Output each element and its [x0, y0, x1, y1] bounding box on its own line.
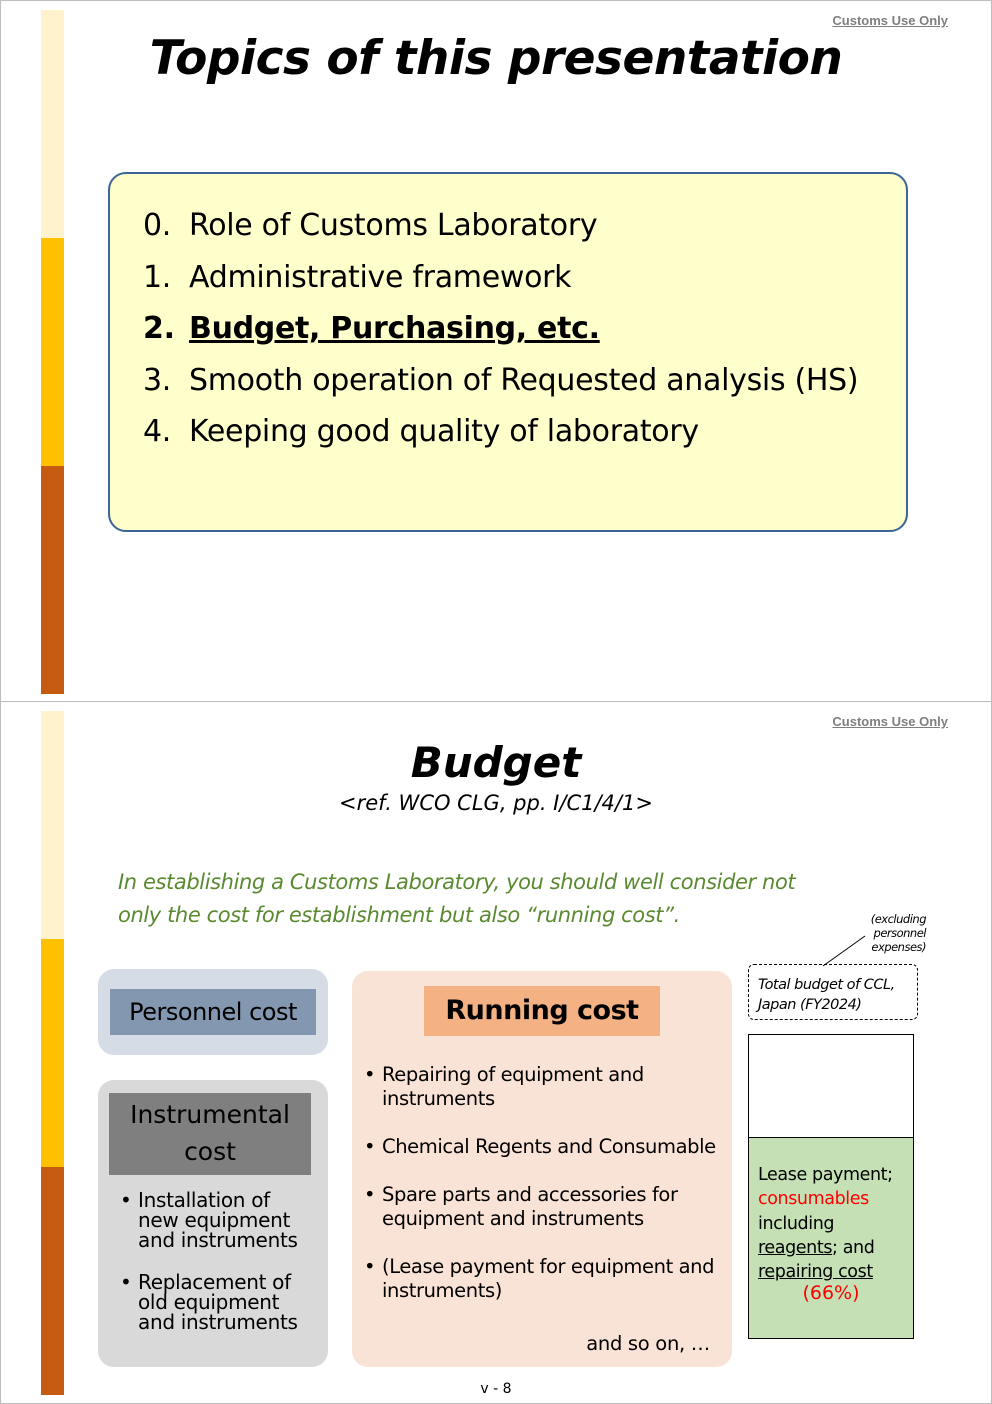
reagents-suffix: ; and [832, 1237, 875, 1258]
topic-item [143, 252, 858, 304]
item-line: • Chemical Regents and Consumable [382, 1135, 716, 1158]
list-item [364, 1183, 724, 1231]
bar-line: Lease payment; [758, 1165, 893, 1185]
item-line: old equipment [138, 1290, 280, 1314]
stripe-gold [41, 939, 64, 1167]
box-line: Total budget of CCL, [758, 977, 895, 993]
confidentiality-label: Customs Use Only [832, 714, 948, 729]
bar-line-repairing: repairing cost [758, 1262, 873, 1283]
topic-item [143, 200, 858, 252]
bar-line-consumables: consumables [758, 1189, 869, 1210]
budget-share-percent: (66%) [802, 1282, 860, 1304]
stripe-brown [41, 1167, 64, 1395]
instrumental-cost-panel [98, 1080, 328, 1367]
instrumental-cost-list [120, 1190, 325, 1354]
slide-title: Budget [410, 738, 582, 787]
running-cost-panel [352, 971, 732, 1367]
topic-text: Budget, Purchasing, etc. [189, 311, 600, 347]
item-line: instruments) [382, 1279, 502, 1302]
topic-number: 3. [143, 362, 172, 398]
budget-share-bar [748, 1034, 914, 1339]
personnel-cost-panel [98, 969, 328, 1055]
item-line: • Spare parts and accessories for [382, 1183, 678, 1206]
note-line: expenses) [871, 940, 926, 954]
topic-text: Keeping good quality of laboratory [189, 414, 699, 450]
total-budget-box [748, 964, 918, 1020]
topic-item [143, 406, 858, 458]
topic-number: 1. [143, 259, 172, 295]
intro-text [118, 866, 878, 932]
item-line: instruments [382, 1087, 495, 1110]
intro-line: In establishing a Customs Laboratory, you should well consider not [118, 870, 796, 894]
topics-list [143, 200, 858, 458]
topic-number: 2. [143, 311, 175, 347]
personnel-cost-label: Personnel cost [110, 989, 316, 1035]
topics-box [108, 172, 908, 532]
bar-line: including [758, 1213, 835, 1234]
item-line: new equipment [138, 1208, 291, 1232]
running-cost-label: Running cost [424, 986, 660, 1036]
item-line: • (Lease payment for equipment and [382, 1255, 715, 1278]
label-line: Instrumental [130, 1100, 290, 1129]
topic-number: 4. [143, 414, 172, 450]
instrumental-cost-label [109, 1093, 311, 1175]
list-item [364, 1135, 724, 1159]
list-item [364, 1063, 724, 1111]
item-line: and instruments [138, 1228, 298, 1252]
running-cost-list [364, 1063, 724, 1327]
topic-number: 0. [143, 208, 172, 243]
slide-title: Topics of this presentation [149, 31, 843, 86]
topic-item [143, 355, 858, 407]
note-line: (excluding [870, 912, 926, 926]
callout-line [821, 935, 871, 967]
confidentiality-label: Customs Use Only [832, 13, 948, 28]
stripe-gold [41, 238, 64, 466]
item-line: equipment and instruments [382, 1207, 644, 1230]
list-item [364, 1255, 724, 1303]
page-number: v - 8 [480, 1381, 512, 1397]
budget-share-fill [749, 1137, 913, 1338]
list-item [120, 1272, 325, 1332]
topic-text: Administrative framework [189, 259, 572, 295]
item-line: and instruments [138, 1310, 298, 1334]
slide-budget [0, 701, 992, 1404]
list-item [120, 1190, 325, 1250]
label-line: cost [184, 1137, 236, 1166]
item-line: • Replacement of [138, 1270, 291, 1294]
running-cost-footer: and so on, … [586, 1332, 710, 1355]
bar-line-reagents [758, 1236, 893, 1260]
topic-item-current [143, 303, 858, 355]
item-line: • Repairing of equipment and [382, 1063, 644, 1086]
topic-text: Role of Customs Laboratory [189, 208, 598, 243]
reference-note: <ref. WCO CLG, pp. I/C1/4/1> [339, 791, 653, 815]
intro-line: only the cost for establishment but also “running cost”. [118, 903, 680, 927]
stripe-brown [41, 466, 64, 694]
box-line: Japan (FY2024) [758, 997, 862, 1013]
budget-share-text [758, 1163, 893, 1284]
note-line: personnel [873, 926, 926, 940]
reagents-text: reagents [758, 1237, 833, 1258]
item-line: • Installation of [138, 1188, 270, 1212]
topic-text: Smooth operation of Requested analysis (HS) [189, 362, 859, 398]
